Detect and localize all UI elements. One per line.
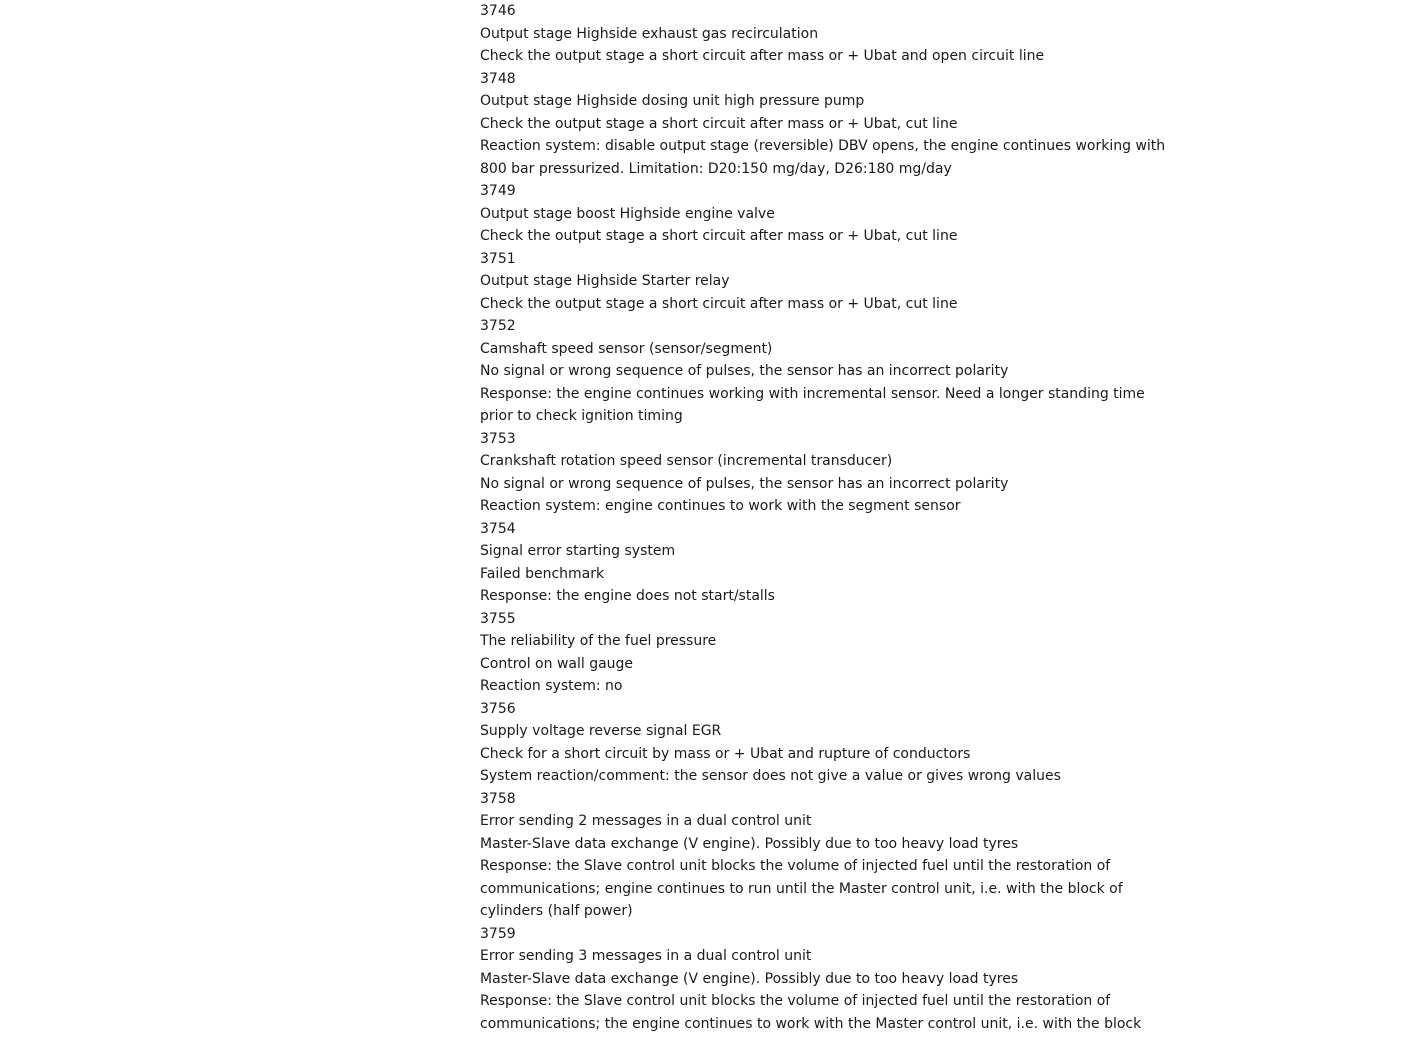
fault-check: Master-Slave data exchange (V engine). Possibly due to too heavy load tyres bbox=[480, 835, 1019, 852]
fault-reaction: Reaction system: no bbox=[480, 678, 623, 694]
fault-code: 3758 bbox=[480, 790, 516, 807]
fault-reaction: Reaction system: engine continues to work with the segment sensor bbox=[480, 498, 961, 514]
fault-title: Error sending 2 messages in a dual control unit bbox=[480, 813, 812, 829]
fault-title: Camshaft speed sensor (sensor/segment) bbox=[480, 340, 773, 357]
fault-reaction: Response: the Slave control unit blocks the volume of injected fuel until the restoration of bbox=[480, 858, 1111, 874]
fault-code: 3748 bbox=[480, 70, 516, 87]
fault-reaction: Response: the engine continues working with incremental sensor. Need a longer standing time bbox=[480, 385, 1145, 402]
fault-check: No signal or wrong sequence of pulses, the sensor has an incorrect polarity bbox=[480, 363, 1009, 379]
fault-title: Output stage Highside dosing unit high pressure pump bbox=[480, 93, 865, 109]
fault-title: Crankshaft rotation speed sensor (incremental transducer) bbox=[480, 453, 893, 469]
fault-check: Check the output stage a short circuit after mass or + Ubat and open circuit line bbox=[480, 48, 1045, 64]
fault-check: Failed benchmark bbox=[480, 565, 605, 582]
fault-code: 3756 bbox=[480, 700, 516, 717]
fault-title: Signal error starting system bbox=[480, 543, 676, 559]
fault-reaction: 800 bar pressurized. Limitation: D20:150 mg/day, D26:180 mg/day bbox=[480, 160, 952, 177]
fault-check: Check the output stage a short circuit after mass or + Ubat, cut line bbox=[480, 115, 958, 132]
fault-code-list bbox=[480, 0, 1166, 1035]
fault-title: Output stage Highside Starter relay bbox=[480, 273, 730, 289]
fault-reaction: prior to check ignition timing bbox=[480, 408, 683, 424]
fault-title: Supply voltage reverse signal EGR bbox=[480, 723, 722, 739]
fault-title: Output stage Highside exhaust gas recirculation bbox=[480, 25, 819, 42]
fault-check: Master-Slave data exchange (V engine). Possibly due to too heavy load tyres bbox=[480, 970, 1019, 987]
fault-title: Output stage boost Highside engine valve bbox=[480, 205, 775, 222]
fault-reaction: System reaction/comment: the sensor does not give a value or gives wrong values bbox=[480, 768, 1061, 784]
fault-code: 3751 bbox=[480, 250, 516, 267]
fault-reaction: Reaction system: disable output stage (reversible) DBV opens, the engine continues working with bbox=[480, 138, 1166, 154]
fault-reaction: cylinders (half power) bbox=[480, 903, 633, 919]
fault-reaction: communications; engine continues to run until the Master control unit, i.e. with the block of bbox=[480, 880, 1123, 897]
fault-code: 3752 bbox=[480, 318, 516, 334]
fault-code: 3746 bbox=[480, 3, 516, 19]
fault-check: Control on wall gauge bbox=[480, 655, 634, 672]
fault-reaction: Response: the Slave control unit blocks the volume of injected fuel until the restoration of bbox=[480, 993, 1111, 1009]
fault-check: Check for a short circuit by mass or + Ubat and rupture of conductors bbox=[480, 745, 971, 762]
fault-code: 3753 bbox=[480, 430, 516, 447]
fault-code: 3755 bbox=[480, 610, 516, 627]
fault-check: Check the output stage a short circuit after mass or + Ubat, cut line bbox=[480, 228, 958, 244]
fault-code: 3749 bbox=[480, 183, 516, 199]
fault-check: No signal or wrong sequence of pulses, the sensor has an incorrect polarity bbox=[480, 475, 1009, 492]
fault-reaction: Response: the engine does not start/stalls bbox=[480, 588, 775, 604]
fault-title: Error sending 3 messages in a dual control unit bbox=[480, 948, 812, 964]
fault-check: Check the output stage a short circuit after mass or + Ubat, cut line bbox=[480, 295, 958, 312]
fault-title: The reliability of the fuel pressure bbox=[480, 633, 717, 649]
fault-code: 3759 bbox=[480, 925, 516, 942]
fault-reaction: communications; the engine continues to work with the Master control unit, i.e. with the block bbox=[480, 1015, 1142, 1032]
fault-code: 3754 bbox=[480, 520, 516, 537]
